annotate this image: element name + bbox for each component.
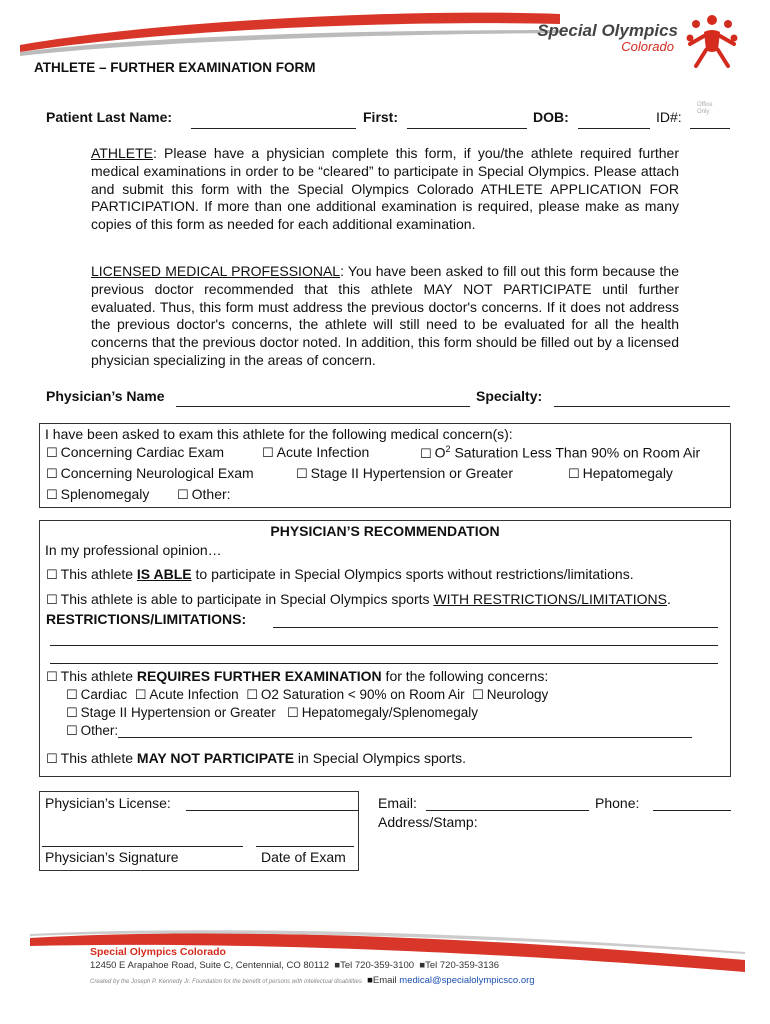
further-options-row-2 — [66, 705, 478, 721]
square-bullet-icon: ■ — [367, 975, 373, 986]
signature-field[interactable] — [42, 846, 243, 847]
phone-label: Phone: — [595, 795, 640, 811]
address-label: Address/Stamp: — [378, 814, 478, 830]
checkbox-icon[interactable]: ☐ — [46, 467, 58, 482]
further-opt-other[interactable]: ☐ Other: — [66, 723, 119, 739]
checkbox-icon[interactable]: ☐ — [66, 724, 78, 739]
further-opt-hypertension[interactable]: ☐ Stage II Hypertension or Greater — [66, 705, 276, 721]
checkbox-icon[interactable]: ☐ — [296, 467, 308, 482]
recommendation-box — [39, 520, 731, 777]
concern-o2[interactable]: ☐ $O^2$ Saturation Less Than 90% on Room Air — [420, 444, 701, 462]
checkbox-icon[interactable]: ☐ — [46, 568, 58, 583]
checkbox-icon[interactable]: ☐ — [472, 688, 484, 703]
footer-org: Special Olympics Colorado — [90, 946, 226, 958]
footer-email-label: Email — [372, 975, 397, 986]
option-further-exam[interactable]: ☐ This athlete REQUIRES FURTHER EXAMINATION for the following concerns: — [46, 668, 549, 685]
checkbox-icon[interactable]: ☐ — [46, 670, 58, 685]
checkbox-icon[interactable]: ☐ — [177, 488, 189, 503]
email-label: Email: — [378, 795, 417, 811]
restrictions-field-2[interactable] — [50, 645, 718, 646]
concern-hepatomegaly[interactable]: ☐ Hepatomegaly — [568, 465, 673, 482]
physician-name-field[interactable] — [176, 406, 470, 407]
checkbox-icon[interactable]: ☐ — [287, 706, 299, 721]
further-opt-infection[interactable]: ☐ Acute Infection — [134, 687, 239, 703]
square-bullet-icon: ■ — [334, 960, 341, 971]
professional-instructions — [91, 263, 679, 370]
footer-email-link[interactable]: medical@specialolympicsco.org — [399, 975, 535, 986]
date-field[interactable] — [256, 846, 354, 847]
dob-label: DOB: — [533, 109, 569, 125]
footer-credit: Created by the Joseph P. Kennedy Jr. Foundation for the benefit of persons with intellectual disabilities — [90, 979, 362, 985]
footer-tel2: Tel 720-359-3136 — [425, 960, 500, 971]
checkbox-icon[interactable]: ☐ — [246, 688, 258, 703]
special-olympics-emblem-icon — [682, 10, 742, 72]
recommendation-title: PHYSICIAN’S RECOMMENDATION — [270, 523, 500, 539]
date-label: Date of Exam — [261, 849, 346, 865]
option-with-restrictions[interactable]: ☐ This athlete is able to participate in Special Olympics sports WITH RESTRICTIONS/LIMITATIONS. — [46, 591, 671, 608]
checkbox-icon[interactable]: ☐ — [134, 688, 147, 703]
checkbox-icon[interactable]: ☐ — [46, 593, 58, 608]
restrictions-field-1[interactable] — [273, 627, 718, 628]
restrictions-field-3[interactable] — [50, 663, 718, 664]
dob-field[interactable] — [578, 128, 650, 129]
further-opt-o2[interactable]: ☐ O2 Saturation < 90% on Room Air — [246, 687, 465, 703]
specialty-field[interactable] — [554, 406, 730, 407]
athlete-instructions — [91, 145, 679, 234]
phone-field[interactable] — [653, 810, 731, 811]
checkbox-icon[interactable]: ☐ — [262, 446, 274, 461]
further-opt-hepato-spleno[interactable]: ☐ Hepatomegaly/Splenomegaly — [287, 705, 479, 721]
option-may-not-participate[interactable]: ☐ This athlete MAY NOT PARTICIPATE in Special Olympics sports. — [46, 750, 466, 767]
checkbox-icon[interactable]: ☐ — [46, 446, 58, 461]
option-is-able[interactable]: ☐ This athlete IS ABLE to participate in Special Olympics sports without restrictions/limitations. — [46, 566, 634, 583]
id-label: ID#: — [656, 109, 682, 125]
concern-infection[interactable]: ☐ Acute Infection — [262, 444, 370, 461]
form-title: ATHLETE – FURTHER EXAMINATION FORM — [34, 60, 316, 75]
concerns-intro: I have been asked to exam this athlete for the following medical concern(s): — [45, 426, 513, 442]
specialty-label: Specialty: — [476, 388, 543, 404]
signature-label: Physician’s Signature — [45, 849, 179, 865]
logo-title: Special Olympics — [537, 21, 678, 40]
footer-contact — [90, 960, 499, 971]
license-label: Physician’s License: — [45, 795, 171, 811]
athlete-lead: ATHLETE — [91, 145, 153, 161]
concern-cardiac[interactable]: ☐ Concerning Cardiac Exam — [46, 444, 225, 461]
further-opt-cardiac[interactable]: ☐ Cardiac — [66, 687, 128, 703]
opinion-text: In my professional opinion… — [45, 542, 222, 558]
id-field[interactable] — [690, 128, 730, 129]
square-bullet-icon: ■ — [419, 960, 426, 971]
professional-lead: LICENSED MEDICAL PROFESSIONAL — [91, 263, 341, 279]
further-opt-neurology[interactable]: ☐ Neurology — [472, 687, 549, 703]
restrictions-label: RESTRICTIONS/LIMITATIONS: — [46, 611, 247, 627]
checkbox-icon[interactable]: ☐ — [568, 467, 580, 482]
checkbox-icon[interactable]: ☐ — [46, 752, 58, 767]
further-other-field[interactable] — [118, 737, 692, 738]
checkbox-icon[interactable]: ☐ — [420, 446, 432, 462]
footer-address: 12450 E Arapahoe Road, Suite C, Centennial, CO 80112 — [90, 960, 330, 971]
athlete-body: : Please have a physician complete this form, if you/the athlete required further medical examinations in order to be “cleared” to participate in Special Olympics. Please attach and submit this form with the Special Olympics Colorado ATHLETE APPLICATION FOR PARTICIPATION. If more than one additional examination is required, please make as many copies of this form as needed for each additional examination. — [91, 145, 679, 233]
logo — [530, 22, 678, 54]
license-field[interactable] — [186, 810, 358, 811]
footer-credit-row — [90, 975, 535, 986]
physician-name-label: Physician’s Name — [46, 388, 165, 404]
patient-last-name-label: Patient Last Name: — [46, 109, 173, 125]
first-name-label: First: — [363, 109, 398, 125]
professional-body: : You have been asked to fill out this form because the previous doctor recommended that this athlete MAY NOT PARTICIPATE until further evaluated. Thus, this form must address the previous doctor's concerns. If it does not address the previous doctor's concerns, the athlete will still need to be evaluated for all the health concerns that the previous doctor noted. In addition, this form should be filled out by a licensed physician specializing in the areas of concern. — [91, 263, 680, 368]
concern-neuro[interactable]: ☐ Concerning Neurological Exam — [46, 465, 254, 482]
concern-hypertension[interactable]: ☐ Stage II Hypertension or Greater — [296, 465, 513, 482]
first-name-field[interactable] — [407, 128, 527, 129]
further-options-row-1 — [66, 687, 548, 703]
footer-tel1: Tel 720-359-3100 — [340, 960, 415, 971]
concern-splenomegaly[interactable]: ☐ Splenomegaly — [46, 486, 150, 503]
concern-other[interactable]: ☐ Other: — [177, 486, 231, 503]
checkbox-icon[interactable]: ☐ — [66, 706, 78, 721]
checkbox-icon[interactable]: ☐ — [46, 488, 58, 503]
logo-subtitle: Colorado — [621, 39, 674, 54]
office-use-note: Office Only — [697, 102, 713, 115]
patient-last-name-field[interactable] — [191, 128, 356, 129]
email-field[interactable] — [426, 810, 589, 811]
checkbox-icon[interactable]: ☐ — [66, 688, 78, 703]
